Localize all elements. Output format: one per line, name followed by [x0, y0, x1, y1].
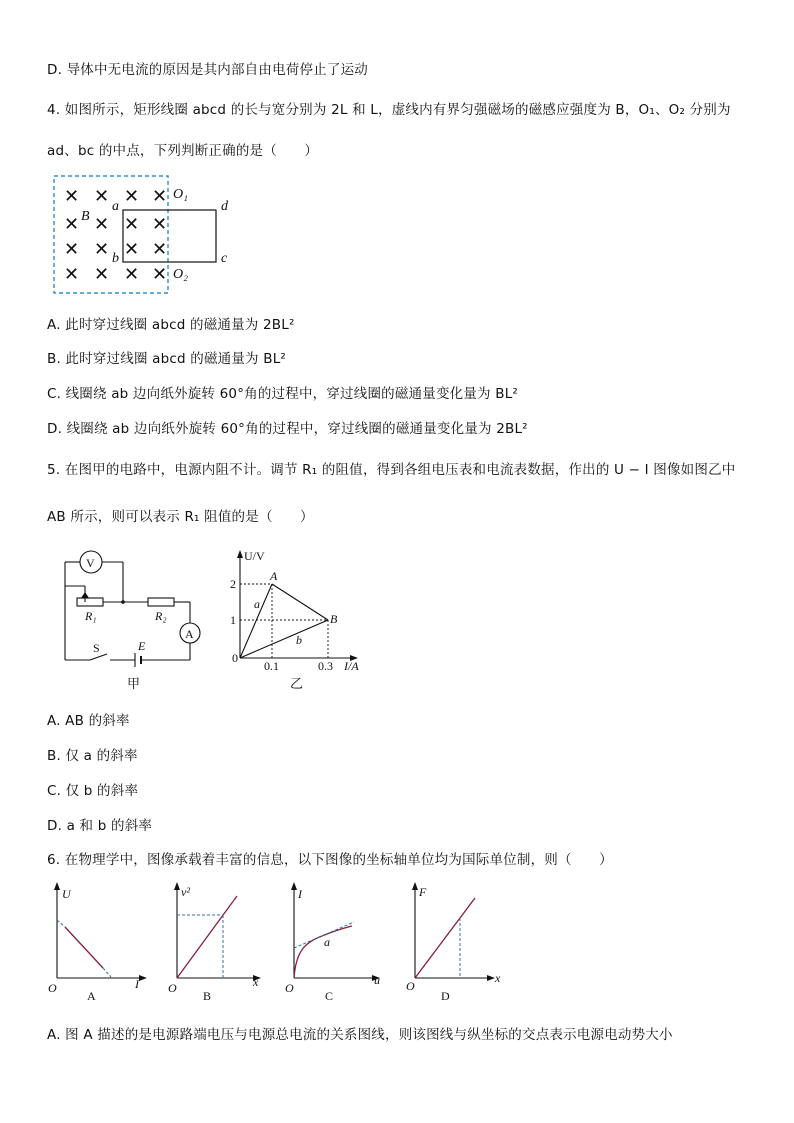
field-x: ✕ [152, 214, 168, 234]
q4-magnetic-field-figure [48, 170, 248, 300]
curve-A [65, 927, 103, 968]
graph-C-xlabel: u [374, 973, 380, 987]
graph-D-ylabel: F [419, 885, 427, 899]
graph-C-ylabel: I [298, 887, 302, 901]
graph-B-xlabel: x [253, 975, 259, 989]
voltmeter-label: V [86, 556, 95, 570]
line-b [240, 620, 328, 658]
y-tick-2: 2 [230, 577, 236, 591]
q4-option-d: D. 线圈绕 ab 边向纸外旋转 60°角的过程中，穿过线圈的磁通量变化量为 2BL² [47, 421, 528, 437]
graph-C-origin: O [285, 981, 294, 995]
graph-B-caption: B [203, 989, 212, 1003]
curve-C [294, 926, 352, 978]
question-6-stem: 6. 在物理学中，图像承载着丰富的信息，以下图像的坐标轴单位均为国际单位制，则（ ） [47, 852, 613, 868]
q6-graph-B [165, 880, 275, 1005]
field-x: ✕ [64, 239, 80, 259]
field-x: ✕ [124, 214, 140, 234]
q6-graph-D [403, 880, 513, 1005]
label-B: B [81, 209, 90, 224]
label-O2: O₂ [173, 267, 188, 282]
q5-option-b: B. 仅 a 的斜率 [47, 748, 138, 764]
point-A: A [270, 569, 278, 583]
option-d-previous: D. 导体中无电流的原因是其内部自由电荷停止了运动 [47, 62, 368, 78]
switch-label: S [93, 641, 100, 655]
graph-B-origin: O [168, 981, 177, 995]
graph-C-caption: C [325, 989, 334, 1003]
q5-ui-graph [228, 548, 378, 693]
q5-circuit-figure [55, 548, 220, 693]
field-x: ✕ [124, 239, 140, 259]
label-R1: R₁ [85, 609, 97, 623]
question-4-stem: 4. 如图所示，矩形线圈 abcd 的长与宽分别为 2L 和 L，虚线内有界匀强磁场的磁感应强度为 B，O₁、O₂ 分别为 [47, 102, 731, 118]
resistor-R2 [148, 598, 174, 606]
ammeter-label: A [185, 627, 194, 641]
field-x: ✕ [64, 214, 80, 234]
point-B: B [330, 612, 338, 626]
label-O1: O₁ [173, 187, 188, 202]
q4-option-c: C. 线圈绕 ab 边向纸外旋转 60°角的过程中，穿过线圈的磁通量变化量为 BL² [47, 386, 519, 402]
field-x: ✕ [152, 239, 168, 259]
curve-D [415, 898, 475, 978]
caption-yi: 乙 [290, 676, 304, 691]
graph-A-xlabel: I [135, 977, 139, 991]
field-x: ✕ [94, 214, 110, 234]
field-x: ✕ [94, 186, 110, 206]
graph-D-origin: O [406, 979, 415, 993]
caption-jia: 甲 [127, 676, 141, 691]
rheostat-slider [81, 592, 89, 598]
curve-B [177, 896, 237, 978]
origin-label: 0 [232, 651, 238, 665]
field-x: ✕ [124, 186, 140, 206]
q5-option-a: A. AB 的斜率 [47, 713, 130, 729]
q5-option-c: C. 仅 b 的斜率 [47, 783, 139, 799]
graph-C-curve-label: a [324, 935, 330, 949]
graph-B-ylabel: v² [181, 885, 190, 899]
graph-A-ylabel: U [62, 887, 71, 901]
field-x: ✕ [94, 264, 110, 284]
emf-label: E [138, 639, 146, 653]
label-d: d [221, 199, 228, 214]
label-c: c [221, 251, 228, 266]
label-R2: R₂ [155, 609, 167, 623]
field-x: ✕ [124, 264, 140, 284]
x-tick-0.1: 0.1 [264, 659, 279, 673]
y-tick-1: 1 [230, 613, 236, 627]
q6-option-a: A. 图 A 描述的是电源路端电压与电源总电流的关系图线，则该图线与纵坐标的交点表示电源电动势大小 [47, 1027, 673, 1043]
graph-D-xlabel: x [495, 971, 501, 985]
line-AB [272, 584, 328, 620]
field-x: ✕ [64, 186, 80, 206]
label-a: a [254, 597, 260, 611]
graph-A-caption: A [87, 989, 96, 1003]
label-a: a [112, 199, 119, 214]
field-x: ✕ [94, 239, 110, 259]
question-4-stem-cont: ad、bc 的中点，下列判断正确的是（ ） [47, 143, 319, 159]
x-axis-label: I/A [344, 659, 359, 673]
label-b: b [112, 251, 119, 266]
line-a [240, 584, 272, 658]
label-b: b [296, 633, 302, 647]
graph-D-caption: D [441, 989, 450, 1003]
q4-option-a: A. 此时穿过线圈 abcd 的磁通量为 2BL² [47, 317, 295, 333]
q5-option-d: D. a 和 b 的斜率 [47, 818, 153, 834]
q6-graph-A [45, 880, 155, 1005]
x-tick-0.3: 0.3 [318, 659, 333, 673]
q4-option-b: B. 此时穿过线圈 abcd 的磁通量为 BL² [47, 351, 287, 367]
question-5-stem-cont: AB 所示，则可以表示 R₁ 阻值的是（ ） [47, 509, 314, 525]
field-x: ✕ [152, 186, 168, 206]
field-x: ✕ [64, 264, 80, 284]
question-5-stem: 5. 在图甲的电路中，电源内阻不计。调节 R₁ 的阻值，得到各组电压表和电流表数据，作出的 U − I 图像如图乙中 [47, 462, 736, 478]
q6-graph-C [282, 880, 392, 1005]
resistor-R1 [77, 598, 103, 606]
field-x: ✕ [152, 264, 168, 284]
y-axis-label: U/V [244, 549, 265, 563]
graph-A-origin: O [48, 981, 57, 995]
